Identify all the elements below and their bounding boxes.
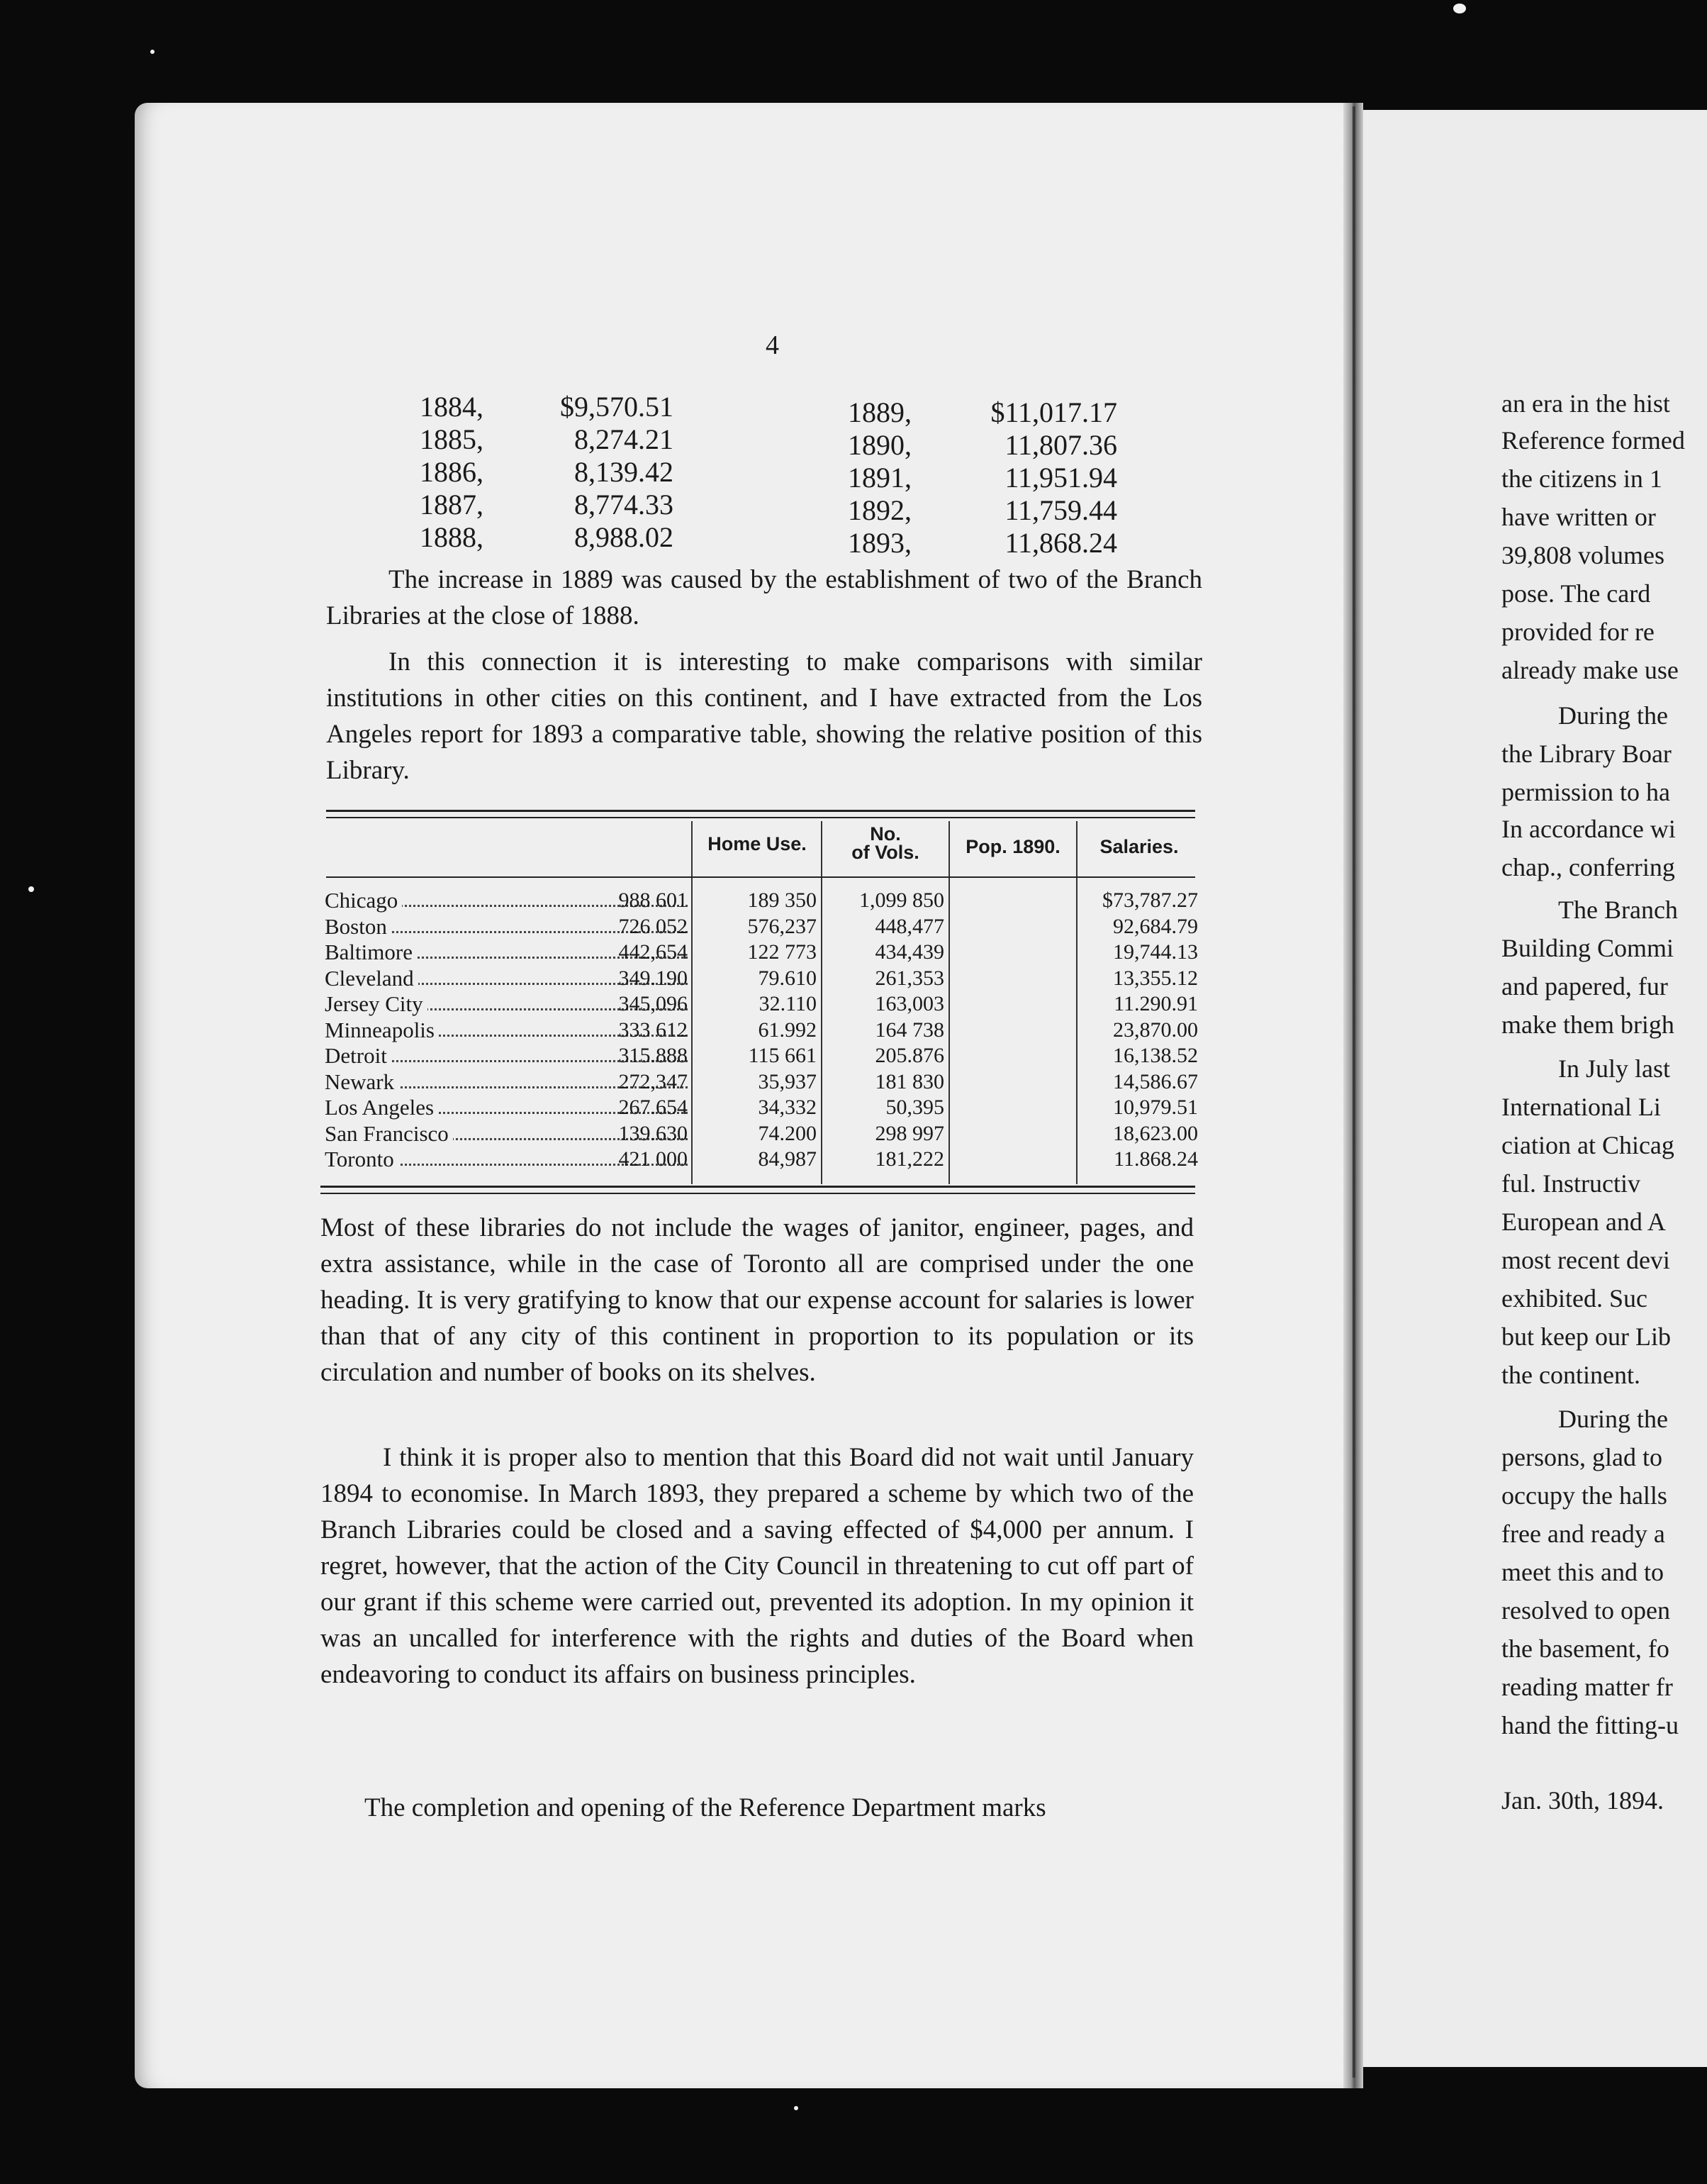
table-cell-home-use: 349.190 [618, 966, 688, 990]
year: 1887, [420, 489, 483, 520]
page-number: 4 [766, 330, 779, 360]
table-cell-home-use: 272,347 [618, 1069, 688, 1093]
table-cell-home-use: 345,096 [618, 992, 688, 1015]
table-bottom-rule [320, 1193, 1195, 1194]
table-cell-pop: 448,477 [875, 914, 944, 938]
table-cell-home-use: 726 052 [618, 914, 688, 938]
table-cell-home-use: 421 000 [618, 1147, 688, 1171]
header-vols-line1: No. [870, 823, 901, 845]
table-cell-home-use: 267.654 [618, 1096, 688, 1119]
table-cell-pop: 261,353 [875, 966, 944, 990]
city-name: San Francisco [325, 1121, 453, 1146]
amount: 8,988.02 [574, 521, 673, 553]
header-home-use: Home Use. [707, 833, 807, 854]
right-page-line: already make use [1501, 656, 1679, 684]
city-name: Jersey City [325, 991, 427, 1016]
amount: $11,017.17 [990, 396, 1117, 428]
dust-speck [150, 50, 155, 54]
table-cell-pop: 50,395 [885, 1096, 944, 1119]
table-cell-vols: 79.610 [758, 966, 817, 990]
table-top-rule [326, 810, 1195, 812]
table-top-rule [326, 817, 1195, 818]
right-page-line: Reference formed [1501, 426, 1685, 455]
right-page-line: the continent. [1501, 1361, 1640, 1389]
city-name: Toronto [325, 1147, 398, 1171]
table-cell-salaries: 14,586.67 [1113, 1069, 1198, 1093]
table-cell-pop: 163,003 [875, 992, 944, 1015]
city-name: Detroit [325, 1043, 391, 1068]
amount: 11,868.24 [1004, 527, 1117, 559]
table-cell-salaries: 18,623.00 [1113, 1121, 1198, 1145]
right-page-line: free and ready a [1501, 1520, 1665, 1548]
table-cell-pop: 1,099 850 [859, 888, 944, 912]
dust-speck [794, 2106, 798, 2110]
right-page-line: International Li [1501, 1093, 1661, 1121]
right-page-line: chap., conferring [1501, 853, 1675, 881]
right-page-line: meet this and to [1501, 1558, 1664, 1586]
table-cell-pop: 205.876 [875, 1044, 944, 1067]
paragraph-libraries: Most of these libraries do not include the wages of janitor, engineer, pages, and extra assistance, while in the case of Toronto all are comprised under the one heading. It is very gratifying to know that our expense account for salaries is lower than that of any city of this continent in proportion to its population or its circulation and number of books on its shelves. [320, 1213, 1194, 1387]
city-name: Los Angeles [325, 1095, 438, 1120]
table-cell-salaries: 92,684.79 [1113, 914, 1198, 938]
right-page-line: ful. Instructiv [1501, 1169, 1640, 1198]
right-page-line: hand the fitting-u [1501, 1711, 1679, 1739]
year: 1889, [848, 396, 912, 428]
dust-speck [28, 886, 34, 892]
right-page-line: the basement, fo [1501, 1634, 1669, 1663]
paragraph-economise: I think it is proper also to mention that this Board did not wait until January 1894 to economise. In March 1893, they prepared a scheme by which two of the Branch Libraries could be closed and a saving effected of $4,000 per annum. I regret, however, that the action of the City Council in threatening to cut off part of our grant if this scheme were carried out, prevented its adoption. In my opinion it was an uncalled for interference with the rights and duties of the Board when endeavoring to conduct its affairs on business principles. [320, 1443, 1194, 1689]
amount: 8,774.33 [574, 489, 673, 520]
column-divider [821, 821, 822, 1184]
table-cell-salaries: 13,355.12 [1113, 966, 1198, 990]
city-name: Baltimore [325, 940, 417, 964]
right-page-line: pose. The card [1501, 579, 1651, 608]
amount: 11,951.94 [1004, 462, 1117, 494]
table-cell-salaries: 11.290.91 [1114, 992, 1198, 1015]
right-page-line: ciation at Chicag [1501, 1131, 1674, 1159]
right-page-line: make them brigh [1501, 1010, 1674, 1039]
right-page-line: During the [1558, 1405, 1668, 1433]
year: 1884, [420, 391, 483, 423]
right-page-line: During the [1558, 701, 1668, 730]
header-salaries: Salaries. [1099, 836, 1179, 857]
table-cell-vols: 122 773 [747, 940, 817, 964]
table-cell-vols: 35,937 [758, 1069, 817, 1093]
table-cell-salaries: 16,138.52 [1113, 1044, 1198, 1067]
year: 1888, [420, 521, 483, 553]
city-name: Chicago [325, 888, 402, 913]
header-pop-1890: Pop. 1890. [966, 836, 1060, 857]
right-page-line: persons, glad to [1501, 1443, 1662, 1471]
table-cell-pop: 434,439 [875, 940, 944, 964]
table-cell-vols: 576,237 [747, 914, 817, 938]
paragraph-increase: The increase in 1889 was caused by the establishment of two of the Branch Libraries at the close of 1888. [326, 565, 1202, 630]
table-cell-home-use: 442,654 [618, 940, 688, 964]
right-page-line: In July last [1558, 1054, 1670, 1083]
year: 1892, [848, 494, 912, 526]
table-cell-pop: 164 738 [875, 1018, 944, 1042]
city-name: Boston [325, 914, 391, 939]
table-cell-pop: 181 830 [875, 1069, 944, 1093]
city-name: Minneapolis [325, 1018, 439, 1042]
right-page-line: 39,808 volumes [1501, 541, 1664, 569]
table-cell-vols: 34,332 [758, 1096, 817, 1119]
table-cell-vols: 115 661 [748, 1044, 817, 1067]
right-page-line: permission to ha [1501, 778, 1670, 806]
paragraph-comparison: In this connection it is interesting to make comparisons with similar institutions in other cities on this continent, and I have extracted from the Los Angeles report for 1893 a comparative table, showing the relative position of this Library. [326, 647, 1202, 785]
right-page-line: an era in the hist [1501, 389, 1670, 418]
table-cell-vols: 61.992 [758, 1018, 817, 1042]
column-divider [948, 821, 950, 1184]
right-page-line: Building Commi [1501, 934, 1674, 962]
right-page-line: occupy the halls [1501, 1481, 1667, 1510]
table-cell-pop: 181,222 [875, 1147, 944, 1171]
right-page-line: but keep our Lib [1501, 1322, 1671, 1351]
right-page-line: resolved to open [1501, 1596, 1670, 1625]
right-page-line: The Branch [1558, 896, 1678, 924]
right-page-line: In accordance wi [1501, 815, 1676, 843]
table-cell-salaries: $73,787.27 [1102, 888, 1198, 912]
table-cell-vols: 189 350 [747, 888, 817, 912]
amount: 8,274.21 [574, 423, 673, 455]
paragraph-completion: The completion and opening of the Reference Department marks [364, 1793, 1046, 1822]
table-cell-pop: 298 997 [875, 1121, 944, 1145]
right-page-line: have written or [1501, 503, 1656, 531]
year: 1886, [420, 456, 483, 488]
amount: 11,807.36 [1004, 429, 1117, 461]
dust-speck [1453, 4, 1466, 13]
right-page-line: reading matter fr [1501, 1673, 1673, 1701]
year: 1893, [848, 527, 912, 559]
page-tear [1353, 106, 1355, 2078]
city-name: Cleveland [325, 966, 418, 991]
header-vols-line2: of Vols. [851, 842, 919, 863]
table-cell-salaries: 23,870.00 [1113, 1018, 1198, 1042]
header-underline [326, 876, 1195, 878]
table-cell-home-use: 988 601 [618, 888, 688, 912]
table-cell-salaries: 11.868.24 [1114, 1147, 1198, 1171]
right-page-line: Jan. 30th, 1894. [1501, 1786, 1664, 1815]
right-page-line: the citizens in 1 [1501, 464, 1662, 493]
table-cell-salaries: 19,744.13 [1113, 940, 1198, 964]
table-cell-home-use: 333 612 [618, 1018, 688, 1042]
table-cell-salaries: 10,979.51 [1113, 1096, 1198, 1119]
table-cell-vols: 84,987 [758, 1147, 817, 1171]
right-page-line: exhibited. Suc [1501, 1284, 1647, 1313]
right-page-line: European and A [1501, 1208, 1666, 1236]
year: 1891, [848, 462, 912, 494]
right-page-line: the Library Boar [1501, 740, 1672, 768]
year: 1890, [848, 429, 912, 461]
table-cell-vols: 32.110 [759, 992, 817, 1015]
amount: 8,139.42 [574, 456, 673, 488]
right-page-line: most recent devi [1501, 1246, 1670, 1274]
right-page-line: provided for re [1501, 618, 1655, 646]
city-name: Newark [325, 1069, 398, 1094]
table-cell-home-use: 315.888 [618, 1044, 688, 1067]
table-cell-vols: 74.200 [758, 1121, 817, 1145]
right-page-line: and papered, fur [1501, 972, 1668, 1001]
amount: $9,570.51 [560, 391, 673, 423]
year: 1885, [420, 423, 483, 455]
table-cell-home-use: 139.630 [618, 1121, 688, 1145]
table-bottom-rule [320, 1186, 1195, 1188]
amount: 11,759.44 [1004, 494, 1117, 526]
